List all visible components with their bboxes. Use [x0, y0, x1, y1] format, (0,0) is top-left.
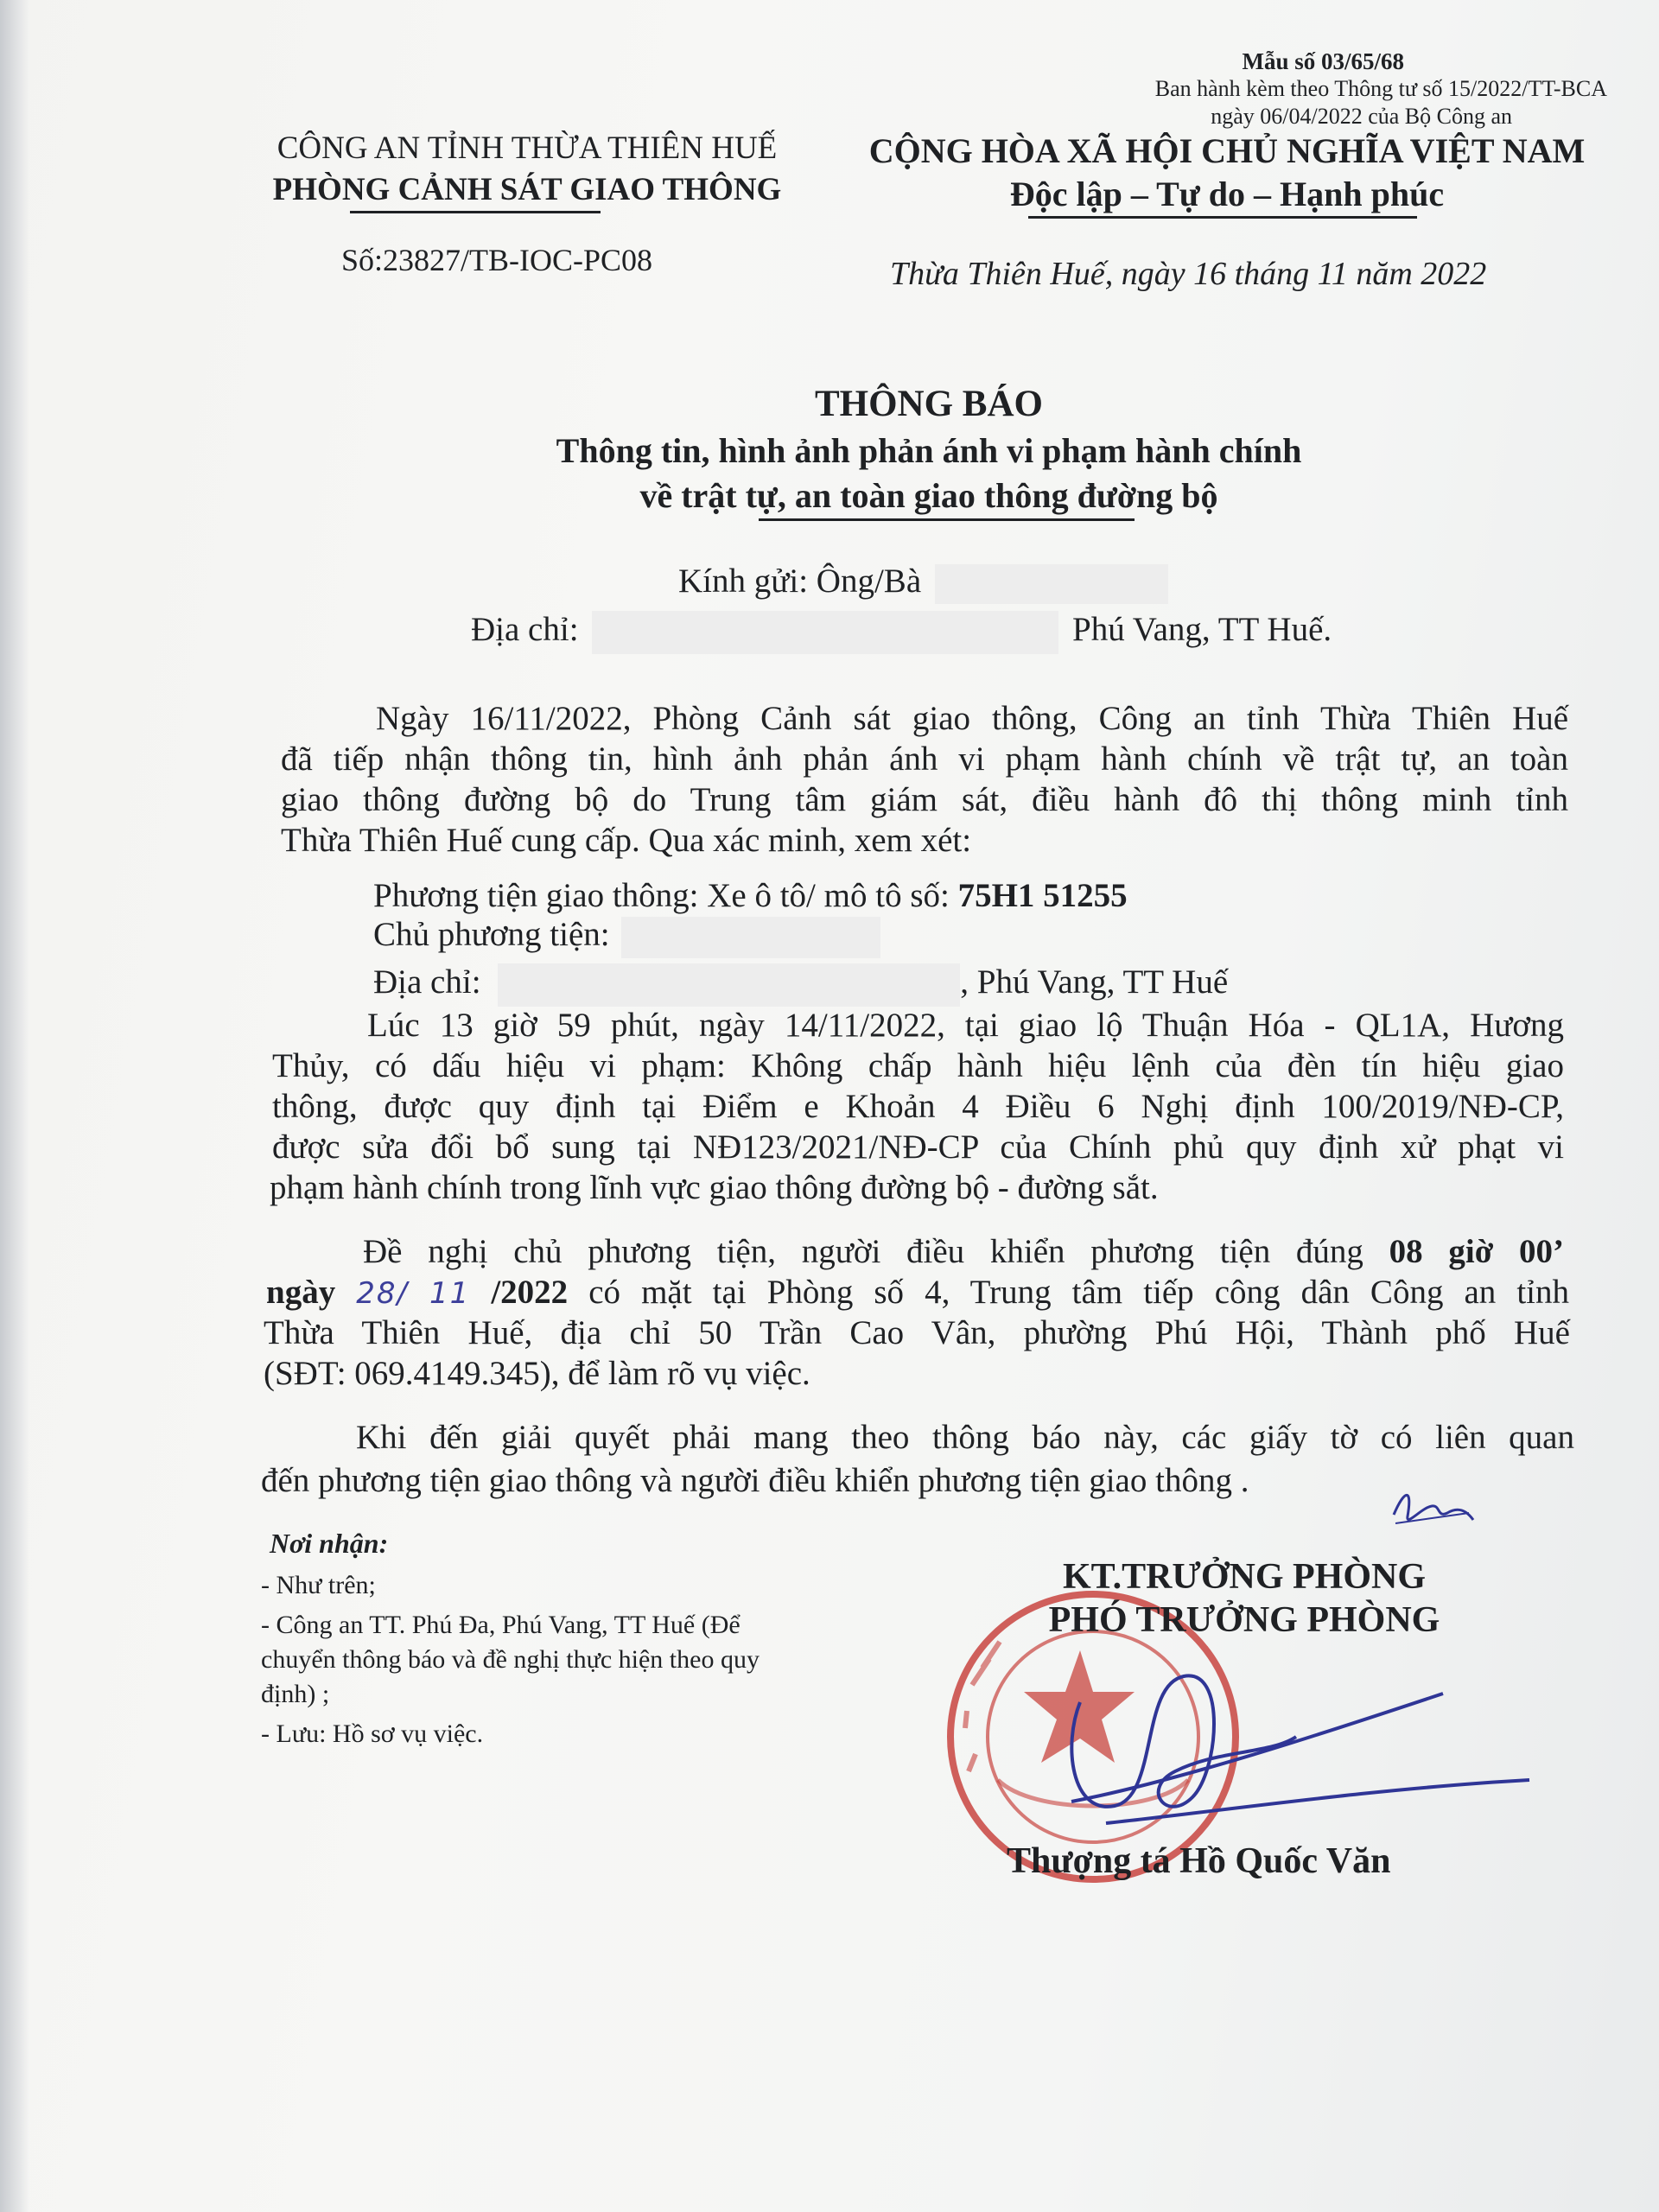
appointment-time: 08 giờ 00’: [1389, 1233, 1564, 1270]
closing-text-2: đến phương tiện giao thông và người điều khiển phương tiện giao thông .: [261, 1462, 1249, 1499]
issued-date: ngày 06/04/2022 của Bộ Công an: [1211, 104, 1512, 129]
violation-line: Thủy, có dấu hiệu vi phạm: Không chấp hành hiệu lệnh của đèn tín hiệu giao: [272, 1047, 1564, 1084]
recipient-item: - Lưu: Hồ sơ vụ việc.: [261, 1719, 484, 1748]
signature-scribble: [1011, 1650, 1547, 1840]
nation-line-1: CỘNG HÒA XÃ HỘI CHỦ NGHĨA VIỆT NAM: [868, 131, 1586, 170]
place-date: Thừa Thiên Huế, ngày 16 tháng 11 năm 2022: [890, 256, 1487, 292]
closing-text-1: Khi đến giải quyết phải mang theo thông báo này, các giấy tờ có liên quan: [356, 1419, 1574, 1456]
violation-line: Lúc 13 giờ 59 phút, ngày 14/11/2022, tại giao lộ Thuận Hóa - QL1A, Hương: [367, 1007, 1564, 1044]
motto-underline: [1028, 216, 1417, 219]
greeting-line: [678, 562, 1168, 604]
redacted-owner-address: [498, 963, 960, 1007]
redacted-address: [592, 611, 1058, 654]
form-code: Mẫu số 03/65/68: [1242, 48, 1404, 74]
violation-line: thông, được quy định tại Điểm e Khoản 4 Điều 6 Nghị định 100/2019/NĐ-CP,: [272, 1088, 1564, 1125]
owner-address-label: Địa chỉ:: [373, 963, 481, 1001]
org-line-1: CÔNG AN TỈNH THỪA THIÊN HUẾ: [276, 130, 778, 166]
issued-with: Ban hành kèm theo Thông tư số 15/2022/TT-BCA: [1154, 76, 1607, 101]
national-motto: [842, 130, 1611, 216]
handwritten-initial: [1387, 1482, 1482, 1534]
violation-last-line: phạm hành chính trong lĩnh vực giao thông đường bộ - đường sắt.: [270, 1169, 1159, 1206]
nation-line-2: Độc lập – Tự do – Hạnh phúc: [1009, 175, 1445, 213]
document-title: [346, 380, 1512, 518]
request-address: Thừa Thiên Huế, địa chỉ 50 Trần Cao Vân, phường Phú Hội, Thành phố Huế: [264, 1314, 1570, 1351]
owner-label: Chủ phương tiện:: [373, 916, 610, 953]
para-1-line: giao thông đường bộ do Trung tâm giám sát, điều hành đô thị thông minh tỉnh: [281, 781, 1568, 818]
day-label: ngày: [266, 1274, 336, 1311]
owner-address-tail: , Phú Vang, TT Huế: [960, 963, 1229, 1001]
request-line-3: [264, 1313, 1570, 1353]
recipient-item: định) ;: [261, 1680, 330, 1708]
form-code-block: [950, 48, 1607, 130]
redacted-name: [935, 564, 1168, 604]
owner-address-line: [373, 962, 1228, 1007]
request-text: Đề nghị chủ phương tiện, người điều khiển phương tiện đúng: [363, 1233, 1363, 1270]
title-sub-1: Thông tin, hình ảnh phản ánh vi phạm hành chính: [556, 431, 1302, 470]
handwritten-day: 28: [356, 1276, 397, 1311]
violation-line: được sửa đổi bổ sung tại NĐ123/2021/NĐ-CP của Chính phủ quy định xử phạt vi: [272, 1128, 1564, 1166]
recipient-item: - Công an TT. Phú Đa, Phú Vang, TT Huế (Để: [261, 1611, 741, 1639]
recipients-list: [261, 1568, 760, 1751]
vehicle-line: [373, 875, 1128, 916]
address-label: Địa chỉ:: [471, 611, 579, 648]
signature-title: [942, 1555, 1547, 1642]
document-number: Số:23827/TB-IOC-PC08: [341, 243, 653, 277]
closing-line-1: [261, 1417, 1574, 1458]
appointment-year: /2022: [491, 1274, 569, 1311]
issuing-organization: [233, 128, 821, 211]
page-edge-shadow: [0, 0, 29, 2212]
org-underline: [350, 211, 601, 213]
request-line-2: ngày 28/ 11 /2022 có mặt tại Phòng số 4, Trung tâm tiếp công dân Công an tỉnh: [266, 1274, 1570, 1311]
request-line-1: [270, 1231, 1564, 1272]
greeting-text: Kính gửi: Ông/Bà: [678, 563, 922, 600]
address-tail: Phú Vang, TT Huế.: [1072, 611, 1332, 648]
signature-title-1: KT.TRƯỞNG PHÒNG: [1063, 1557, 1426, 1597]
signer-name: Thượng tá Hồ Quốc Văn: [1007, 1841, 1391, 1881]
recipients-heading: Nơi nhận:: [270, 1528, 389, 1559]
title-main: THÔNG BÁO: [814, 384, 1043, 424]
owner-line: [373, 914, 880, 958]
handwritten-month: 11: [429, 1276, 471, 1311]
title-underline: [759, 518, 1135, 521]
recipient-item: - Như trên;: [261, 1571, 376, 1599]
para-1: [281, 698, 1568, 820]
para-1-line: đã tiếp nhận thông tin, hình ảnh phản ánh vi phạm hành chính về trật tự, an toàn: [281, 741, 1568, 778]
request-phone: (SĐT: 069.4149.345), để làm rõ vụ việc.: [264, 1355, 810, 1392]
recipient-item: chuyển thông báo và đề nghị thực hiện theo quy: [261, 1645, 760, 1674]
vehicle-label: Phương tiện giao thông: Xe ô tô/ mô tô số:: [373, 877, 950, 914]
para-1-last-line: Thừa Thiên Huế cung cấp. Qua xác minh, xem xét:: [281, 822, 972, 859]
signature-title-2: PHÓ TRƯỞNG PHÒNG: [1048, 1600, 1440, 1640]
address-line: [471, 610, 1332, 654]
org-line-2: PHÒNG CẢNH SÁT GIAO THÔNG: [272, 172, 782, 207]
title-sub-2: về trật tự, an toàn giao thông đường bộ: [639, 476, 1218, 515]
request-location: có mặt tại Phòng số 4, Trung tâm tiếp công dân Công an tỉnh: [588, 1274, 1570, 1311]
redacted-owner: [621, 917, 880, 958]
para-1-line: Ngày 16/11/2022, Phòng Cảnh sát giao thông, Công an tỉnh Thừa Thiên Huế: [376, 700, 1568, 737]
license-plate: 75H1 51255: [957, 877, 1128, 914]
violation-paragraph: [272, 1005, 1564, 1167]
